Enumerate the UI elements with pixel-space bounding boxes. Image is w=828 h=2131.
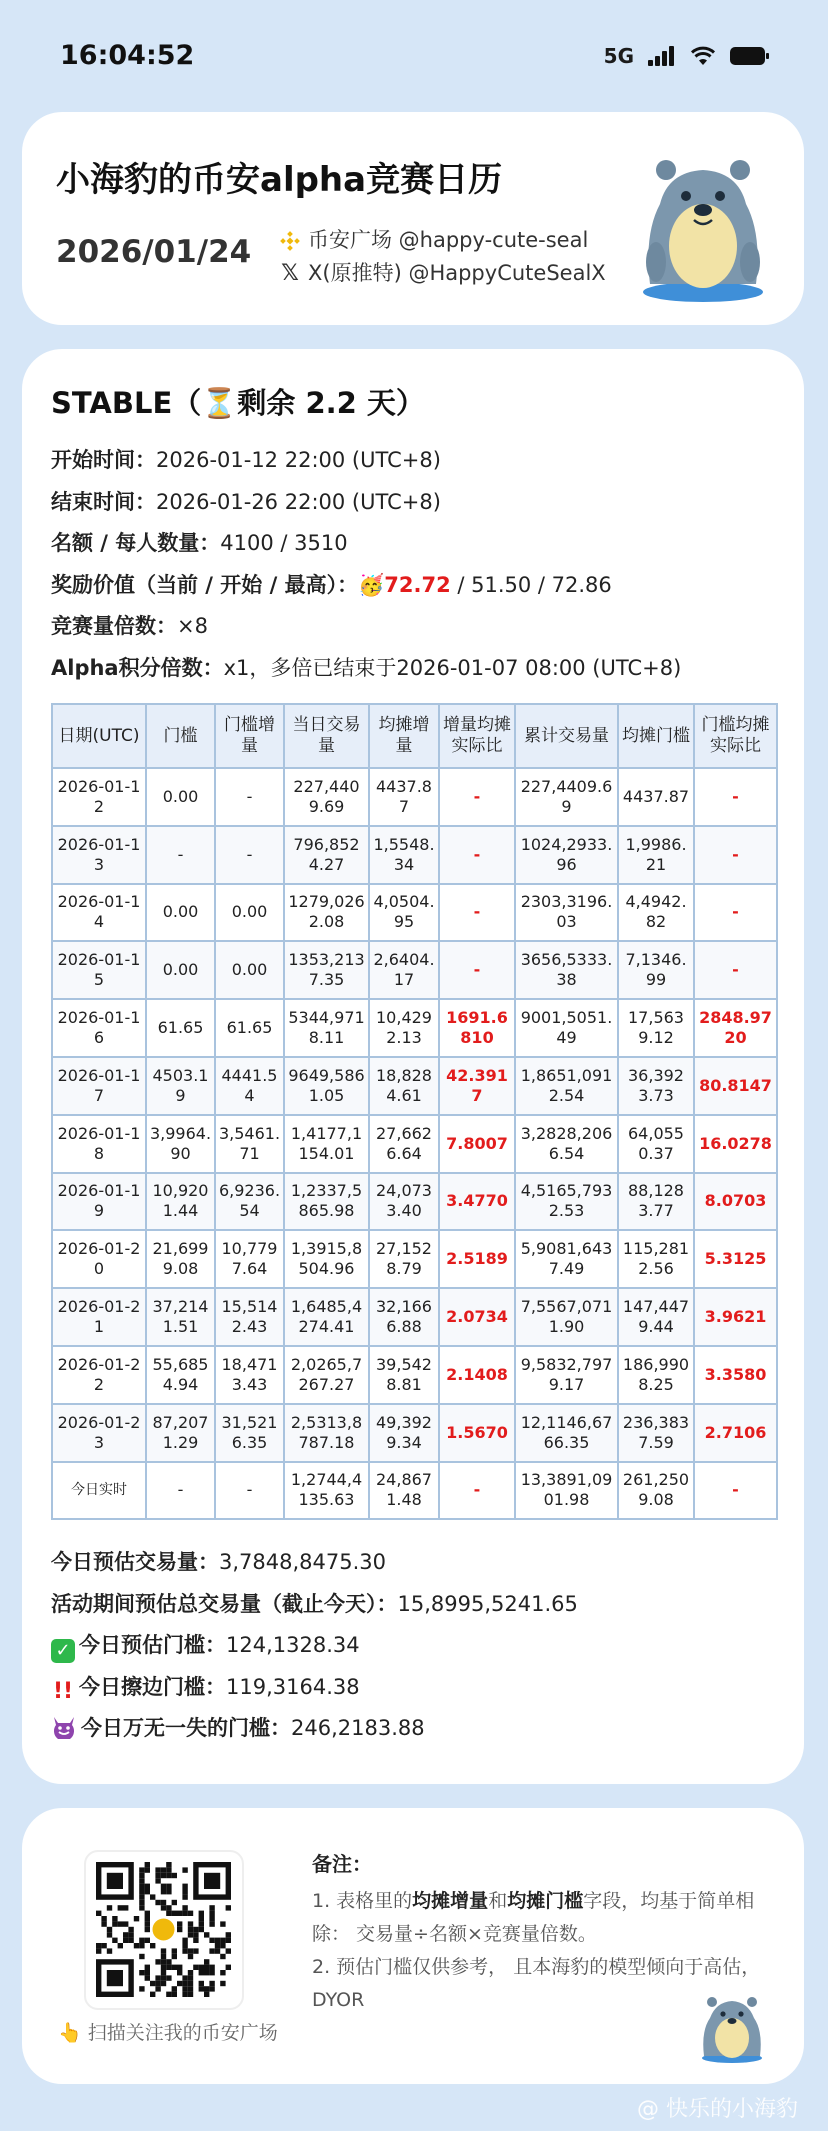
table-cell: 4503.19 [146,1057,215,1115]
table-cell: - [215,768,284,826]
table-cell: - [694,826,777,884]
qr-caption: 👆 扫描关注我的币安广场 [58,2022,278,2044]
wifi-icon [690,46,716,66]
table-cell: 1,5548.34 [369,826,439,884]
table-cell: 4,5165,7932.53 [515,1173,618,1231]
table-cell: 6,9236.54 [215,1173,284,1231]
table-cell: 1,4177,1154.01 [284,1115,369,1173]
alpha-label: Alpha积分倍数： [51,655,224,680]
table-cell: 4,0504.95 [369,884,439,942]
table-cell: 2026-01-20 [52,1230,146,1288]
note-1-post: 字段，均基于简单相除： 交易量÷名额×竞赛量倍数。 [312,1890,755,1945]
check-icon: ✓ [51,1639,75,1663]
header-card [22,112,804,325]
table-cell: 61.65 [215,999,284,1057]
note-1 [312,1885,782,1951]
table-cell: 18,4713.43 [215,1346,284,1404]
col-header-date: 日期(UTC) [52,704,146,768]
col-header-daily-volume: 当日交易量 [284,704,369,768]
alpha-row [51,648,776,690]
table-cell: 2303,3196.03 [515,884,618,942]
event-card [22,349,804,1784]
table-cell: 9649,5861.05 [284,1057,369,1115]
start-time-value: 2026-01-12 22:00 (UTC+8) [156,448,441,472]
table-cell: 3,2828,2066.54 [515,1115,618,1173]
table-cell: 227,4409.69 [515,768,618,826]
table-cell: 3,9964.90 [146,1115,215,1173]
table-cell: 2,5313,8787.18 [284,1404,369,1462]
table-cell: 10,4292.13 [369,999,439,1057]
reward-label: 奖励价值（当前 / 开始 / 最高）： [51,572,359,597]
footer-card [22,1808,804,2084]
table-cell: 2848.9720 [694,999,777,1057]
party-face-icon: 🥳 [358,572,385,597]
binance-square-label: 币安广场 @happy-cute-seal [308,228,589,252]
est-threshold-row [51,1625,776,1667]
table-cell: 186,9908.25 [618,1346,694,1404]
quota-row [51,523,776,565]
table-row [52,941,777,999]
note-1-bold-2: 均摊门槛 [507,1890,584,1912]
status-bar [0,0,828,110]
table-row [52,1230,777,1288]
note-1-pre: 1. 表格里的 [312,1890,413,1912]
table-cell: 1.5670 [439,1404,515,1462]
safe-threshold-value: 246,2183.88 [291,1716,425,1741]
qr-code-icon [86,1852,242,2008]
table-cell: 今日实时 [52,1462,146,1520]
note-1-mid: 和 [488,1890,508,1912]
table-cell: 61.65 [146,999,215,1057]
table-cell: 0.00 [146,941,215,999]
alpha-value: x1，多倍已结束于2026-01-07 08:00 (UTC+8) [223,655,682,680]
table-row [52,826,777,884]
table-cell: - [439,941,515,999]
signal-icon [648,46,676,66]
table-row [52,1462,777,1520]
table-cell: 55,6854.94 [146,1346,215,1404]
table-cell: 1353,2137.35 [284,941,369,999]
table-cell: 7,1346.99 [618,941,694,999]
table-cell: - [439,768,515,826]
table-cell: 2.5189 [439,1230,515,1288]
edge-threshold-row [51,1667,776,1709]
table-cell: 2026-01-15 [52,941,146,999]
total-volume-row [51,1584,776,1626]
table-header-row [52,704,777,768]
table-cell: - [694,884,777,942]
table-cell: 115,2812.56 [618,1230,694,1288]
multiplier-value: ×8 [177,614,208,638]
network-label: 5G [603,44,634,68]
table-cell: - [694,941,777,999]
table-cell: 2026-01-13 [52,826,146,884]
total-volume-value: 15,8995,5241.65 [397,1591,578,1616]
reward-row [51,565,776,607]
table-cell: 0.00 [215,884,284,942]
table-cell: 5,9081,6437.49 [515,1230,618,1288]
devil-icon [51,1715,77,1739]
table-cell: 42.3917 [439,1057,515,1115]
table-cell: 12,1146,6766.35 [515,1404,618,1462]
table-row [52,1346,777,1404]
table-cell: 17,5639.12 [618,999,694,1057]
table-cell: 64,0550.37 [618,1115,694,1173]
social-links [280,224,606,290]
table-row [52,1288,777,1346]
status-time: 16:04:52 [60,40,195,71]
table-cell: - [439,884,515,942]
table-cell: 9,5832,7979.17 [515,1346,618,1404]
table-cell: - [694,1462,777,1520]
table-cell: 88,1283.77 [618,1173,694,1231]
end-time-value: 2026-01-26 22:00 (UTC+8) [156,489,441,514]
table-cell: 1691.6810 [439,999,515,1057]
table-cell: 1024,2933.96 [515,826,618,884]
table-cell: 2026-01-18 [52,1115,146,1173]
table-row [52,999,777,1057]
table-row [52,1173,777,1231]
table-cell: 49,3929.34 [369,1404,439,1462]
table-cell: 4437.87 [369,768,439,826]
double-exclamation-icon: !! [52,1678,74,1704]
table-cell: 2.0734 [439,1288,515,1346]
total-volume-label: 活动期间预估总交易量（截止今天）： [51,1591,398,1616]
reward-rest: / 51.50 / 72.86 [450,572,612,597]
table-row [52,768,777,826]
table-cell: 3.3580 [694,1346,777,1404]
table-cell: 0.00 [215,941,284,999]
table-cell: 2026-01-17 [52,1057,146,1115]
table-row [52,1115,777,1173]
table-cell: 2.7106 [694,1404,777,1462]
table-row [52,884,777,942]
table-cell: 32,1666.88 [369,1288,439,1346]
table-cell: 37,2141.51 [146,1288,215,1346]
multiplier-row [51,606,776,648]
table-cell: 227,4409.69 [284,768,369,826]
est-volume-label: 今日预估交易量： [51,1550,219,1575]
table-cell: 5.3125 [694,1230,777,1288]
x-logo-icon: 𝕏 [281,260,299,286]
table-cell: 2026-01-16 [52,999,146,1057]
table-cell: 3.4770 [439,1173,515,1231]
table-cell: 27,6626.64 [369,1115,439,1173]
page-date: 2026/01/24 [56,234,252,270]
edge-threshold-label: 今日擦边门槛： [79,1674,226,1699]
table-cell: 147,4479.44 [618,1288,694,1346]
notes-title: 备注： [312,1852,372,1876]
table-cell: 3.9621 [694,1288,777,1346]
table-cell: 87,2071.29 [146,1404,215,1462]
table-cell: - [215,1462,284,1520]
table-cell: 2,0265,7267.27 [284,1346,369,1404]
quota-value: 4100 / 3510 [220,531,348,555]
table-cell: 2026-01-12 [52,768,146,826]
table-cell: 1,6485,4274.41 [284,1288,369,1346]
binance-square-link[interactable] [280,224,606,257]
table-cell: 2.1408 [439,1346,515,1404]
reward-current: 72.72 [384,572,451,597]
table-cell: - [694,768,777,826]
bnb-icon [280,231,300,251]
seal-mascot-icon [638,134,768,304]
table-cell: 7,5567,0711.90 [515,1288,618,1346]
col-header-avg-threshold: 均摊门槛 [618,704,694,768]
table-cell: 1,8651,0912.54 [515,1057,618,1115]
table-cell: 4441.54 [215,1057,284,1115]
table-row [52,1404,777,1462]
calendar-table [51,703,778,1520]
table-row [52,1057,777,1115]
table-cell: 1,2337,5865.98 [284,1173,369,1231]
table-cell: 1,3915,8504.96 [284,1230,369,1288]
table-cell: 796,8524.27 [284,826,369,884]
table-cell: 1,9986.21 [618,826,694,884]
status-icons [604,44,770,68]
table-cell: 1,2744,4135.63 [284,1462,369,1520]
watermark: @ 快乐的小海豹 [637,2097,798,2122]
table-cell: 24,8671.48 [369,1462,439,1520]
table-cell: 10,7797.64 [215,1230,284,1288]
table-cell: - [439,826,515,884]
qr-code[interactable] [84,1850,244,2010]
table-cell: 2026-01-21 [52,1288,146,1346]
safe-threshold-label: 今日万无一失的门槛： [81,1716,291,1741]
table-cell: - [146,1462,215,1520]
table-cell: - [439,1462,515,1520]
table-cell: 15,5142.43 [215,1288,284,1346]
est-volume-value: 3,7848,8475.30 [219,1550,386,1575]
table-cell: - [215,826,284,884]
table-cell: 31,5216.35 [215,1404,284,1462]
table-cell: 27,1528.79 [369,1230,439,1288]
summary [51,1542,776,1750]
table-cell: 2026-01-14 [52,884,146,942]
col-header-total-volume: 累计交易量 [515,704,618,768]
col-header-avg-delta: 均摊增量 [369,704,439,768]
table-cell: 10,9201.44 [146,1173,215,1231]
table-cell: 21,6999.08 [146,1230,215,1288]
est-volume-row [51,1542,776,1584]
col-header-delta-ratio: 增量均摊实际比 [439,704,515,768]
table-cell: 7.8007 [439,1115,515,1173]
table-cell: - [146,826,215,884]
table-cell: 0.00 [146,884,215,942]
table-cell: 13,3891,0901.98 [515,1462,618,1520]
table-cell: 16.0278 [694,1115,777,1173]
quota-label: 名额 / 每人数量： [51,531,221,555]
table-cell: 261,2509.08 [618,1462,694,1520]
col-header-threshold-delta: 门槛增量 [215,704,284,768]
battery-icon [730,46,770,66]
est-threshold-label: 今日预估门槛： [79,1633,226,1658]
table-cell: 2026-01-22 [52,1346,146,1404]
table-cell: 9001,5051.49 [515,999,618,1057]
col-header-threshold-ratio: 门槛均摊实际比 [694,704,777,768]
table-cell: 236,3837.59 [618,1404,694,1462]
edge-threshold-value: 119,3164.38 [226,1674,360,1699]
end-time-row [51,482,776,524]
multiplier-label: 竞赛量倍数： [51,614,177,638]
table-cell: 4,4942.82 [618,884,694,942]
table-cell: 39,5428.81 [369,1346,439,1404]
table-cell: 8.0703 [694,1173,777,1231]
x-label: X(原推特) @HappyCuteSealX [308,261,606,285]
col-header-threshold: 门槛 [146,704,215,768]
table-cell: 2026-01-23 [52,1404,146,1462]
table-cell: 24,0733.40 [369,1173,439,1231]
note-1-bold-1: 均摊增量 [412,1890,489,1912]
note-2: 2. 预估门槛仅供参考， 且本海豹的模型倾向于高估，DYOR [312,1956,761,2011]
table-cell: 4437.87 [618,768,694,826]
table-cell: 36,3923.73 [618,1057,694,1115]
start-time-label: 开始时间： [51,448,156,472]
start-time-row [51,440,776,482]
page-title: 小海豹的币安alpha竞赛日历 [56,160,503,200]
table-cell: 2,6404.17 [369,941,439,999]
table-cell: 1279,0262.08 [284,884,369,942]
table-cell: 0.00 [146,768,215,826]
safe-threshold-row [51,1708,776,1750]
end-time-label: 结束时间： [51,489,156,514]
table-cell: 80.8147 [694,1057,777,1115]
x-link[interactable] [280,257,606,290]
seal-mascot-small-icon [698,1986,766,2064]
est-threshold-value: 124,1328.34 [226,1633,360,1658]
table-cell: 18,8284.61 [369,1057,439,1115]
event-heading: STABLE（⏳剩余 2.2 天） [51,386,425,420]
table-cell: 3,5461.71 [215,1115,284,1173]
table-cell: 5344,9718.11 [284,999,369,1057]
table-cell: 3656,5333.38 [515,941,618,999]
table-cell: 2026-01-19 [52,1173,146,1231]
